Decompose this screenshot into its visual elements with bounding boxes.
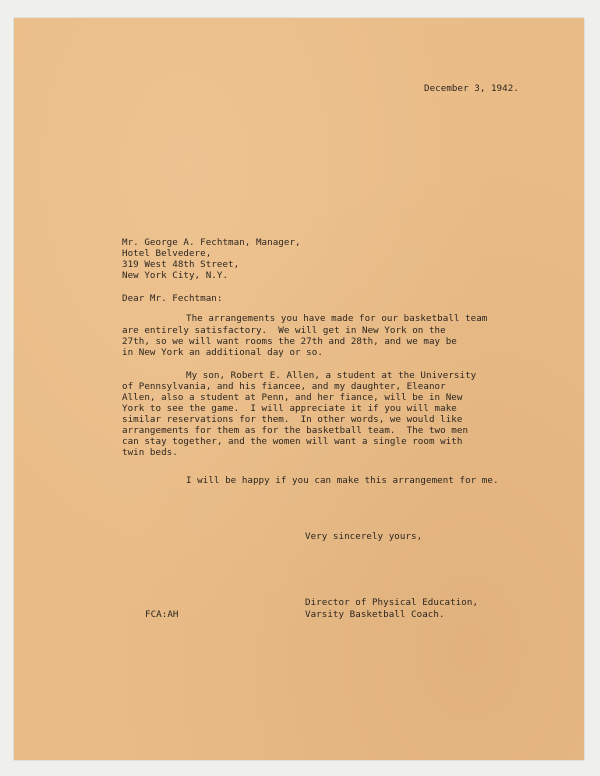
body-line: 27th, so we will want rooms the 27th and 28th, and we may be	[122, 336, 457, 347]
recipient-line: Hotel Belvedere,	[122, 248, 212, 259]
body-line: York to see the game. I will appreciate it if you will make	[122, 403, 457, 414]
body-line: twin beds.	[122, 447, 178, 458]
typist-initials: FCA:AH	[145, 609, 179, 620]
recipient-line: Mr. George A. Fechtman, Manager,	[122, 237, 301, 248]
body-line: My son, Robert E. Allen, a student at the University	[186, 370, 477, 381]
body-line: Allen, also a student at Penn, and her fiance, will be in New	[122, 392, 463, 403]
body-line: similar reservations for them. In other words, we would like	[122, 414, 463, 425]
signature-title-line: Varsity Basketball Coach.	[305, 609, 445, 620]
recipient-line: 319 West 48th Street,	[122, 259, 240, 270]
body-line: can stay together, and the women will want a single room with	[122, 436, 463, 447]
complimentary-close: Very sincerely yours,	[305, 531, 423, 542]
recipient-line: New York City, N.Y.	[122, 270, 229, 281]
body-line: arrangements for them as for the basketball team. The two men	[122, 425, 469, 436]
body-line: in New York an additional day or so.	[122, 347, 323, 358]
signature-title-line: Director of Physical Education,	[305, 597, 479, 608]
letter-page	[14, 18, 584, 760]
body-line: The arrangements you have made for our basketball team	[186, 313, 488, 324]
letter-date: December 3, 1942.	[424, 83, 519, 94]
salutation: Dear Mr. Fechtman:	[122, 293, 223, 304]
body-line: of Pennsylvania, and his fiancee, and my daughter, Eleanor	[122, 381, 446, 392]
body-paragraph-3: I will be happy if you can make this arrangement for me.	[186, 475, 499, 486]
body-line: are entirely satisfactory. We will get in New York on the	[122, 325, 446, 336]
